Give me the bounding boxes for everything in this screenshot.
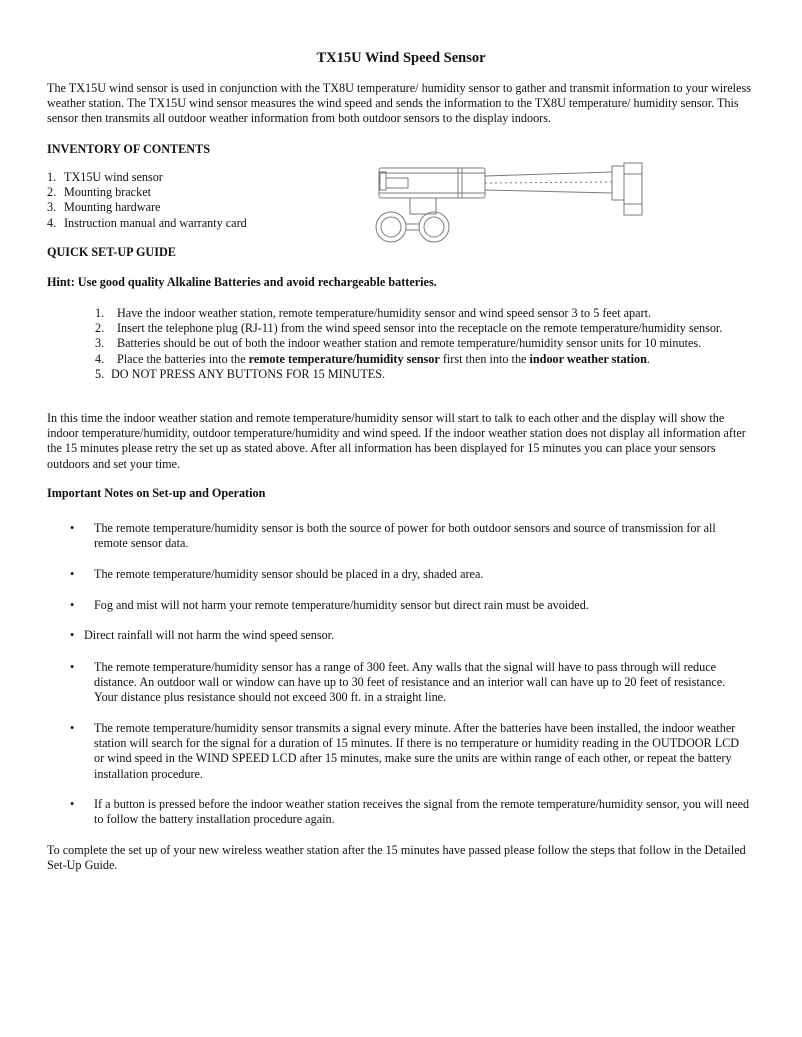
setup-step: 4. Place the batteries into the remote temperature/humidity sensor first then into the indoor weather station. — [95, 351, 650, 366]
note-item: • The remote temperature/humidity sensor is both the source of power for both outdoor sensors and source of transmission for all remote sensor data. — [70, 521, 716, 551]
sensor-cap — [380, 172, 386, 190]
bullet-icon: • — [70, 721, 75, 735]
inventory-list — [47, 170, 247, 231]
note-item: • The remote temperature/humidity sensor transmits a signal every minute. After the batteries have been installed, the indoor weather station will search for the signal for a duration of 15 minutes. If there is no temperature or humidity reading in the OUTDOOR LCD or wind speed in the WIND SPEED LCD after 15 minutes, make sure the units are within range of each other, or repeat the battery installation procedure. — [70, 721, 740, 781]
inventory-item: 1. TX15U wind sensor — [47, 170, 163, 184]
note-item: • Direct rainfall will not harm the wind speed sensor. — [70, 628, 335, 642]
inventory-item: 3. Mounting hardware — [47, 200, 161, 215]
note-item: • Fog and mist will not harm your remote temperature/humidity sensor but direct rain must be avoided. — [70, 598, 589, 612]
setup-step: 1. Have the indoor weather station, remote temperature/humidity sensor and wind speed sensor 3 to 5 feet apart. — [95, 306, 652, 320]
sensor-neck — [410, 198, 436, 214]
mounting-arm — [485, 172, 612, 176]
notes-heading: Important Notes on Set-up and Operation — [47, 486, 266, 500]
inventory-heading: INVENTORY OF CONTENTS — [47, 142, 211, 156]
page-title: TX15U Wind Speed Sensor — [316, 50, 486, 66]
inventory-item: 2. Mounting bracket — [47, 185, 151, 200]
bullet-icon: • — [70, 628, 75, 642]
setup-step: 5. DO NOT PRESS ANY BUTTONS FOR 15 MINUTES. — [95, 366, 386, 381]
setup-followup-paragraph: In this time the indoor weather station and remote temperature/humidity sensor will start to talk to each other and the display will show the indoor temperature/humidity, outdoor temperature/humidity and wind speed. If the indoor weather station does not display all information after the 15 minutes please retry the set up as stated above. After all information has been displayed for 15 minutes you can place your sensors outdoors and set your time. — [47, 411, 746, 471]
setup-step: 3. Batteries should be out of both the indoor weather station and remote temperature/humidity sensor units for 10 minutes. — [95, 336, 702, 351]
setup-step: 2. Insert the telephone plug (RJ-11) from the wind speed sensor into the receptacle on the remote temperature/humidity sensor. — [95, 321, 723, 336]
inventory-item: 4. Instruction manual and warranty card — [47, 215, 247, 230]
note-item: • If a button is pressed before the indoor weather station receives the signal from the remote temperature/humidity sensor, you will need to follow the battery installation procedure again. — [70, 797, 750, 827]
setup-steps-list — [95, 306, 755, 382]
bullet-icon: • — [70, 598, 75, 612]
bullet-icon: • — [70, 797, 75, 811]
bold-remote-sensor: remote temperature/humidity sensor — [248, 351, 440, 366]
sensor-panel — [386, 178, 408, 188]
quick-setup-heading: QUICK SET-UP GUIDE — [47, 245, 176, 259]
intro-paragraph: The TX15U wind sensor is used in conjunction with the TX8U temperature/ humidity sensor to gather and transmit information to your wireless weather station. The TX15U wind sensor measures the wind speed and sends the information to the TX8U temperature/ humidity sensor. This sensor then transmits all outdoor weather information from both outdoor sensors to the display indoors. — [47, 81, 751, 126]
bullet-icon: • — [70, 521, 75, 535]
note-item: • The remote temperature/humidity sensor has a range of 300 feet. Any walls that the signal will have to pass through will reduce distance. An outdoor wall or window can have up to 30 feet of resistance and an interior wall can have up to 20 feet of resistance. Your distance plus resistance should not exceed 300 ft. in a straight line. — [70, 660, 726, 705]
closing-paragraph: To complete the set up of your new wireless weather station after the 15 minutes have passed please follow the steps that follow in the Detailed Set-Up Guide. — [47, 843, 746, 873]
mounting-plate — [624, 163, 642, 215]
note-item: • The remote temperature/humidity sensor should be placed in a dry, shaded area. — [70, 567, 484, 581]
mounting-clamp — [612, 166, 624, 200]
setup-hint: Hint: Use good quality Alkaline Batteries and avoid rechargeable batteries. — [47, 275, 437, 289]
bullet-icon: • — [70, 660, 75, 674]
bold-indoor-station: indoor weather station — [529, 351, 647, 366]
bullet-icon: • — [70, 567, 75, 581]
wind-sensor-illustration — [372, 160, 648, 246]
